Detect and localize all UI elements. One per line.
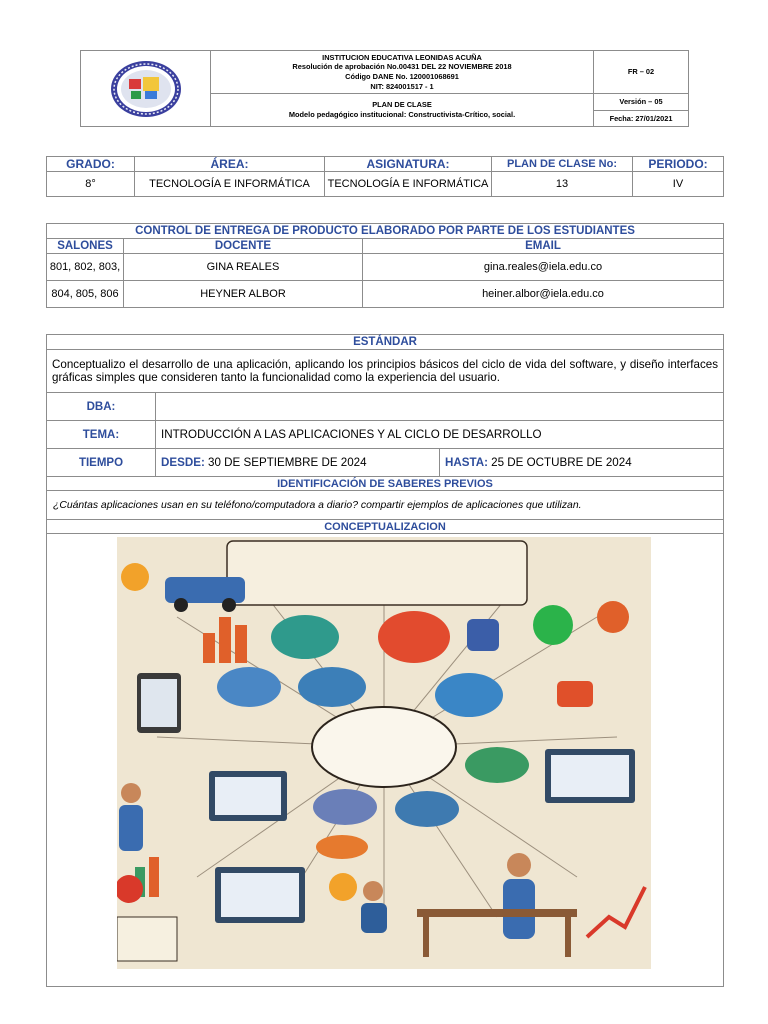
topic-value: INTRODUCCIÓN A LAS APLICACIONES Y AL CICLO DE DESARROLLO: [156, 421, 724, 449]
nit-text: NIT: 824001517 - 1: [370, 81, 434, 91]
from-label: DESDE:: [161, 456, 205, 469]
date-text: Fecha: 27/01/2021: [609, 114, 673, 123]
resolution-text: Resolución de aprobación No.00431 DEL 22 NOVIEMBRE 2018: [292, 62, 512, 72]
area-header: ÁREA:: [135, 157, 325, 172]
email-cell: gina.reales@iela.edu.co: [363, 254, 724, 281]
classrooms-cell: 801, 802, 803,: [47, 254, 124, 281]
topic-label: TEMA:: [47, 421, 156, 449]
grade-value: 8°: [47, 172, 135, 197]
institution-name: INSTITUCION EDUCATIVA LEONIDAS ACUÑA: [322, 52, 482, 62]
period-header: PERIODO:: [633, 157, 724, 172]
institution-logo: [109, 59, 183, 119]
table-row: [47, 281, 724, 308]
area-value: TECNOLOGÍA E INFORMÁTICA: [135, 172, 325, 197]
from-value: 30 DE SEPTIEMBRE DE 2024: [208, 456, 367, 469]
from-date: [156, 449, 440, 477]
logo-cell: [81, 51, 211, 127]
time-label: TIEMPO: [47, 449, 156, 477]
delivery-control-table: [46, 223, 724, 308]
teacher-header: DOCENTE: [124, 239, 363, 254]
subject-header: ASIGNATURA:: [325, 157, 492, 172]
standard-title: ESTÁNDAR: [47, 335, 724, 350]
standard-text: Conceptualizo el desarrollo de una aplicación, aplicando los principios básicos del ciclo de vida del software, y diseño interfaces gráficas simples que consideren tanto la funcionalidad como la experiencia del usuario.: [47, 350, 724, 393]
dane-code: Código DANE No. 120001068691: [345, 72, 459, 81]
pedagogical-model: Modelo pedagógico institucional: Constructivista-Crítico, social.: [288, 110, 516, 119]
to-label: HASTA:: [445, 456, 488, 469]
document-header: [80, 50, 689, 127]
to-value: 25 DE OCTUBRE DE 2024: [491, 456, 632, 469]
form-code: FR – 02: [594, 51, 689, 94]
doc-type: PLAN DE CLASE: [372, 100, 432, 110]
to-date: [440, 449, 724, 477]
teacher-cell: GINA REALES: [124, 254, 363, 281]
email-header: EMAIL: [363, 239, 724, 254]
grade-header: GRADO:: [47, 157, 135, 172]
app-development-illustration: [117, 537, 651, 969]
conceptualization-title: CONCEPTUALIZACION: [47, 520, 724, 534]
grade-table: [46, 156, 724, 197]
prior-knowledge-question: ¿Cuántas aplicaciones usan en su teléfono/computadora a diario? compartir ejemplos de aplicaciones que utilizan.: [47, 491, 724, 520]
classrooms-header: SALONES: [47, 239, 124, 254]
classrooms-cell: 804, 805, 806: [47, 281, 124, 308]
control-title: CONTROL DE ENTREGA DE PRODUCTO ELABORADO POR PARTE DE LOS ESTUDIANTES: [47, 224, 724, 239]
dba-label: DBA:: [47, 393, 156, 421]
table-row: [47, 254, 724, 281]
subject-value: TECNOLOGÍA E INFORMÁTICA: [325, 172, 492, 197]
dba-value: [156, 393, 724, 421]
version-text: Versión – 05: [594, 94, 688, 111]
version-date-cell: [594, 94, 689, 127]
period-value: IV: [633, 172, 724, 197]
institution-info: [211, 51, 594, 94]
plan-info: [211, 94, 594, 127]
email-cell: heiner.albor@iela.edu.co: [363, 281, 724, 308]
prior-knowledge-title: IDENTIFICACIÓN DE SABERES PREVIOS: [47, 477, 724, 491]
plan-number-value: 13: [492, 172, 633, 197]
plan-number-header: PLAN DE CLASE No:: [492, 157, 633, 172]
teacher-cell: HEYNER ALBOR: [124, 281, 363, 308]
